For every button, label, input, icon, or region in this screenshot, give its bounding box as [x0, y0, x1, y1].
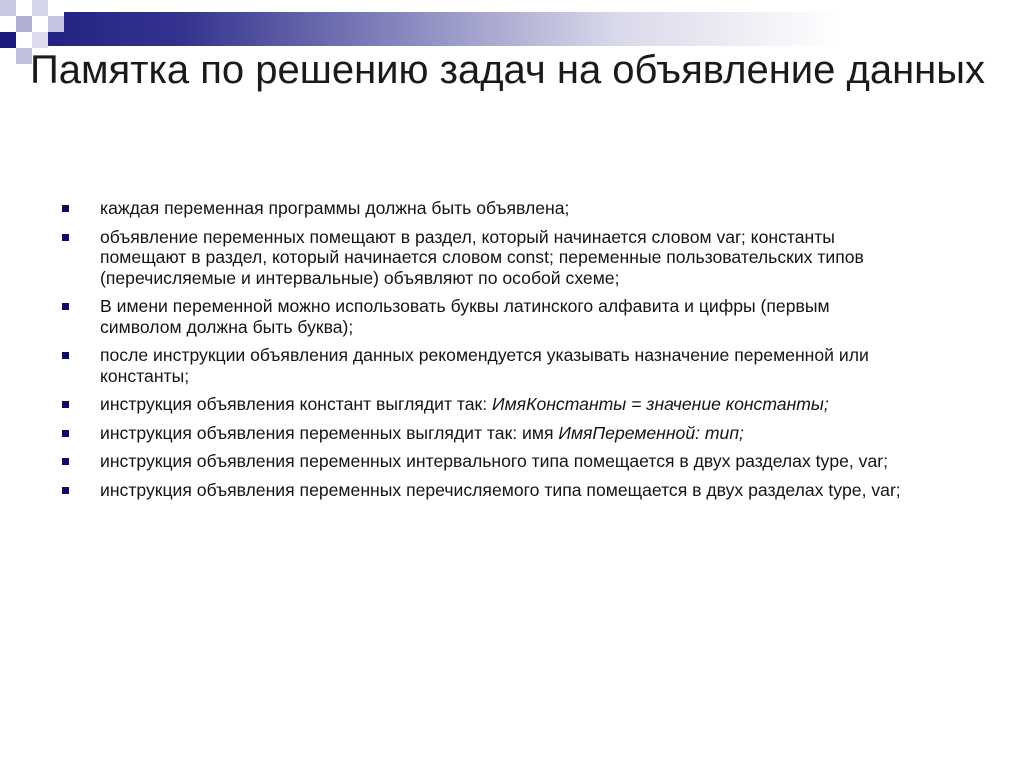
header-gradient-bar: [0, 12, 1024, 46]
bullet-italic-text: ИмяКонстанты = значение константы;: [492, 394, 829, 414]
bullet-item: [62, 394, 912, 415]
bullet-text: В имени переменной можно использовать буквы латинского алфавита и цифры (первым символом должна быть буква);: [100, 296, 830, 337]
square-bullet-icon: [62, 352, 69, 359]
bullet-item: [62, 480, 912, 501]
bullet-item: [62, 198, 912, 219]
bullet-item: [62, 345, 912, 386]
slide-title: Памятка по решению задач на объявление данных: [30, 48, 986, 92]
bullet-text: инструкция объявления переменных перечисляемого типа помещается в двух разделах type, var;: [100, 479, 901, 500]
bullet-text: инструкция объявления переменных интервального типа помещается в двух разделах type, var;: [100, 451, 888, 471]
square-bullet-icon: [62, 205, 69, 212]
bullet-text: инструкция объявления переменных выглядит так: имя: [100, 422, 559, 443]
square-bullet-icon: [62, 401, 69, 408]
bullet-italic-text: ИмяПеременной: тип;: [558, 422, 744, 443]
bullet-text: объявление переменных помещают в раздел, который начинается словом var; константы помещают в раздел, который начинается словом const; переменные пользовательских типов (перечисляемые и интервальные) объявляют по особой схеме;: [100, 226, 864, 288]
bullet-list: [62, 198, 912, 508]
bullet-item: [62, 296, 912, 337]
square-bullet-icon: [62, 487, 69, 494]
square-bullet-icon: [62, 303, 69, 310]
bullet-text: инструкция объявления констант выглядит так:: [100, 394, 493, 414]
bullet-item: [62, 451, 912, 472]
square-bullet-icon: [62, 234, 69, 241]
bullet-item: [62, 227, 912, 289]
bullet-item: [62, 423, 912, 444]
square-bullet-icon: [62, 430, 69, 437]
bullet-text: каждая переменная программы должна быть объявлена;: [100, 198, 570, 218]
bullet-text: после инструкции объявления данных рекомендуется указывать назначение переменной или константы;: [100, 345, 869, 386]
square-bullet-icon: [62, 458, 69, 465]
